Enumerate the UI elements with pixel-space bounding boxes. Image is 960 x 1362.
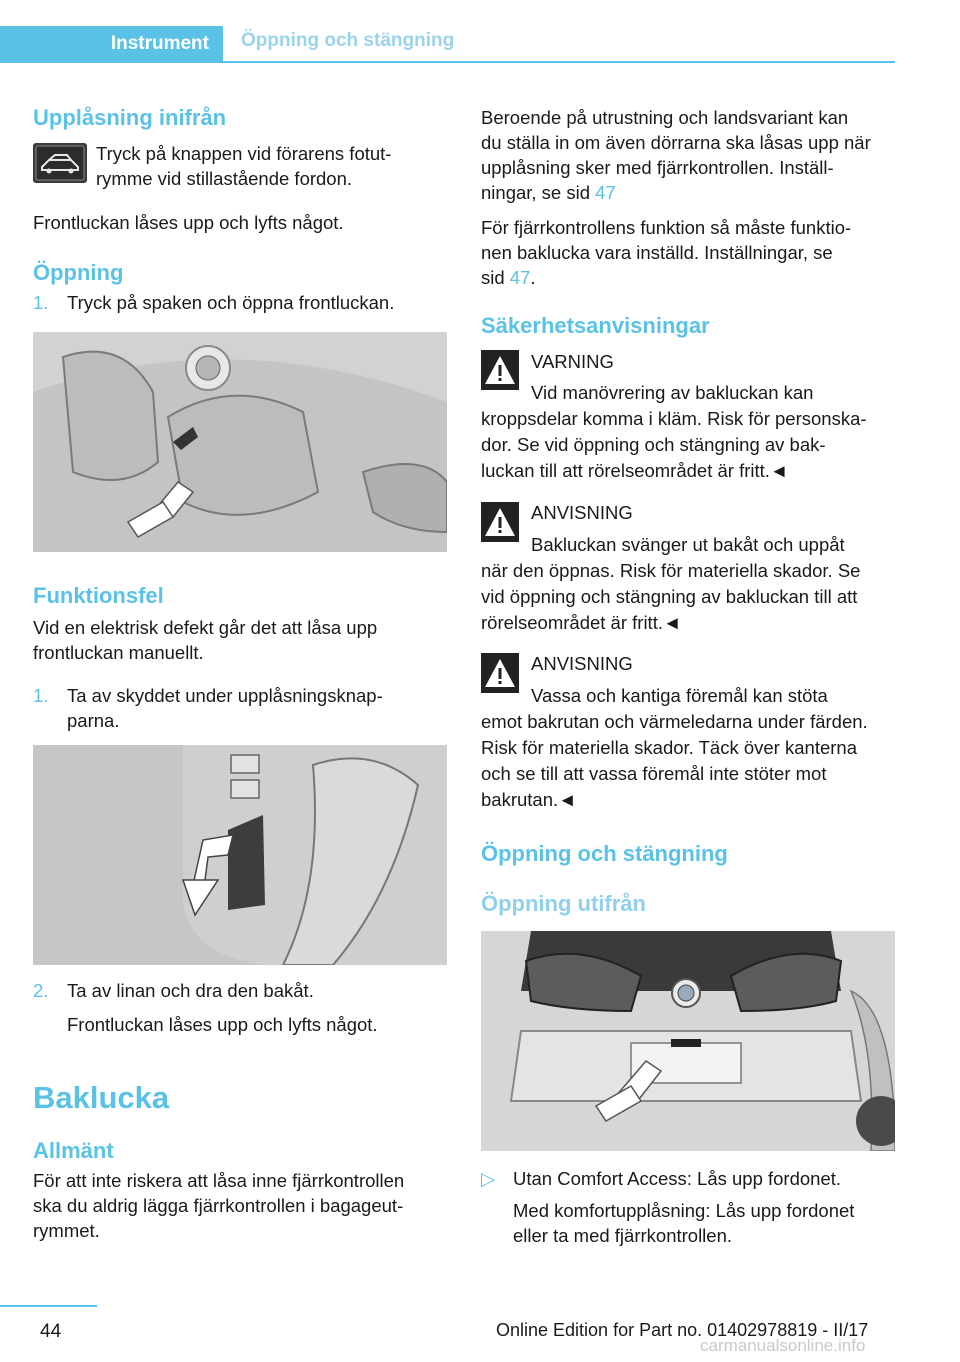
hood-button-icon <box>33 143 87 183</box>
notice-text: bakrutan.◄ <box>481 789 577 810</box>
heading-oppning: Öppning <box>33 260 124 285</box>
tab-instrument[interactable]: Instrument <box>0 26 223 62</box>
page-link-47[interactable]: 47 <box>595 182 616 203</box>
func-text-2: nen baklucka vara inställd. Inställningar, se <box>481 242 833 263</box>
page-link-47[interactable]: 47 <box>509 267 531 288</box>
watermark: carmanualsonline.info <box>700 1336 866 1355</box>
step-subtext: Frontluckan låses upp och lyfts något. <box>67 1014 378 1035</box>
heading-allmant: Allmänt <box>33 1138 114 1163</box>
step-text: Ta av skyddet under upplåsningsknap‐ <box>67 685 383 706</box>
intro-text-3: upplåsning sker med fjärrkontrollen. Inställ‐ <box>481 157 834 178</box>
upplasning-text-2: rymme vid stillastående fordon. <box>96 168 353 189</box>
funktionsfel-text-2: frontluckan manuellt. <box>33 642 204 663</box>
bullet-subtext: eller ta med fjärrkontrollen. <box>513 1225 733 1246</box>
footer-divider <box>0 1305 97 1307</box>
warning-triangle-icon <box>481 350 519 395</box>
notice-text: Vassa och kantiga föremål kan stöta <box>531 685 828 706</box>
header-divider <box>0 61 895 63</box>
func-text-3 <box>481 265 536 290</box>
allmant-text-2: ska du aldrig lägga fjärrkontrollen i bagageut‐ <box>33 1195 404 1216</box>
heading-baklucka: Baklucka <box>33 1080 170 1115</box>
bullet-icon: ▷ <box>481 1168 496 1189</box>
frontluckan-text: Frontluckan låses upp och lyfts något. <box>33 212 344 233</box>
warning-text: luckan till att rörelseområdet är fritt.◄ <box>481 460 789 481</box>
func-text-1: För fjärrkontrollens funktion så måste funktio‐ <box>481 217 852 238</box>
notice-text: Bakluckan svänger ut bakåt och uppåt <box>531 534 845 555</box>
notice-text: emot bakrutan och värmeledarna under färden. <box>481 711 868 732</box>
step-number: 1. <box>33 292 49 313</box>
page-number: 44 <box>40 1321 62 1342</box>
warning-text: dor. Se vid öppning och stängning av bak‐ <box>481 434 826 455</box>
warning-text: kroppsdelar komma i kläm. Risk för personska‐ <box>481 408 867 429</box>
func-text-3-end: . <box>530 267 536 288</box>
upplasning-text-1: Tryck på knappen vid förarens fotut‐ <box>96 143 392 164</box>
notice-title: ANVISNING <box>531 502 633 523</box>
intro-text-4-label: ningar, se sid <box>481 182 596 203</box>
bullet-subtext: Med komfortupplåsning: Lås upp fordonet <box>513 1200 855 1221</box>
func-text-3-label: sid <box>481 267 510 288</box>
step-text: Tryck på spaken och öppna frontluckan. <box>67 292 395 313</box>
notice-text: när den öppnas. Risk för materiella skador. Se <box>481 560 861 581</box>
notice-triangle-icon <box>481 502 519 547</box>
heading-oppning-och-stangning: Öppning och stängning <box>481 841 728 866</box>
notice-title: ANVISNING <box>531 653 633 674</box>
notice-text: vid öppning och stängning av bakluckan till att <box>481 586 858 607</box>
notice-text: rörelseområdet är fritt.◄ <box>481 612 682 633</box>
heading-oppning-utifran: Öppning utifrån <box>481 891 646 916</box>
step-number: 1. <box>33 685 49 706</box>
allmant-text-1: För att inte riskera att låsa inne fjärrkontrollen <box>33 1170 405 1191</box>
warning-title: VARNING <box>531 351 614 372</box>
front-grille-image <box>33 332 447 552</box>
heading-funktionsfel: Funktionsfel <box>33 583 164 608</box>
step-text: Ta av linan och dra den bakåt. <box>67 980 314 1001</box>
allmant-text-3: rymmet. <box>33 1220 100 1241</box>
bullet-text: Utan Comfort Access: Lås upp fordonet. <box>513 1168 842 1189</box>
tab-oppning-stangning[interactable]: Öppning och stängning <box>241 30 455 51</box>
heading-sakerhetsanvisningar: Säkerhetsanvisningar <box>481 313 710 338</box>
edition-text: Online Edition for Part no. 01402978819 - II/17 <box>496 1320 869 1340</box>
notice-triangle-icon <box>481 653 519 698</box>
tailgate-image <box>481 931 895 1151</box>
notice-text: och se till att vassa föremål inte stöter mot <box>481 763 827 784</box>
funktionsfel-text-1: Vid en elektrisk defekt går det att låsa upp <box>33 617 378 638</box>
cover-removal-image <box>33 745 447 965</box>
notice-text: Risk för materiella skador. Täck över kanterna <box>481 737 857 758</box>
heading-upplasning-inifran: Upplåsning inifrån <box>33 105 227 130</box>
step-text-cont: parna. <box>67 710 120 731</box>
intro-text-1: Beroende på utrustning och landsvariant kan <box>481 107 849 128</box>
warning-text: Vid manövrering av bakluckan kan <box>531 382 814 403</box>
step-number: 2. <box>33 980 49 1001</box>
intro-text-4 <box>481 180 616 205</box>
intro-text-2: du ställa in om även dörrarna ska låsas upp när <box>481 132 871 153</box>
